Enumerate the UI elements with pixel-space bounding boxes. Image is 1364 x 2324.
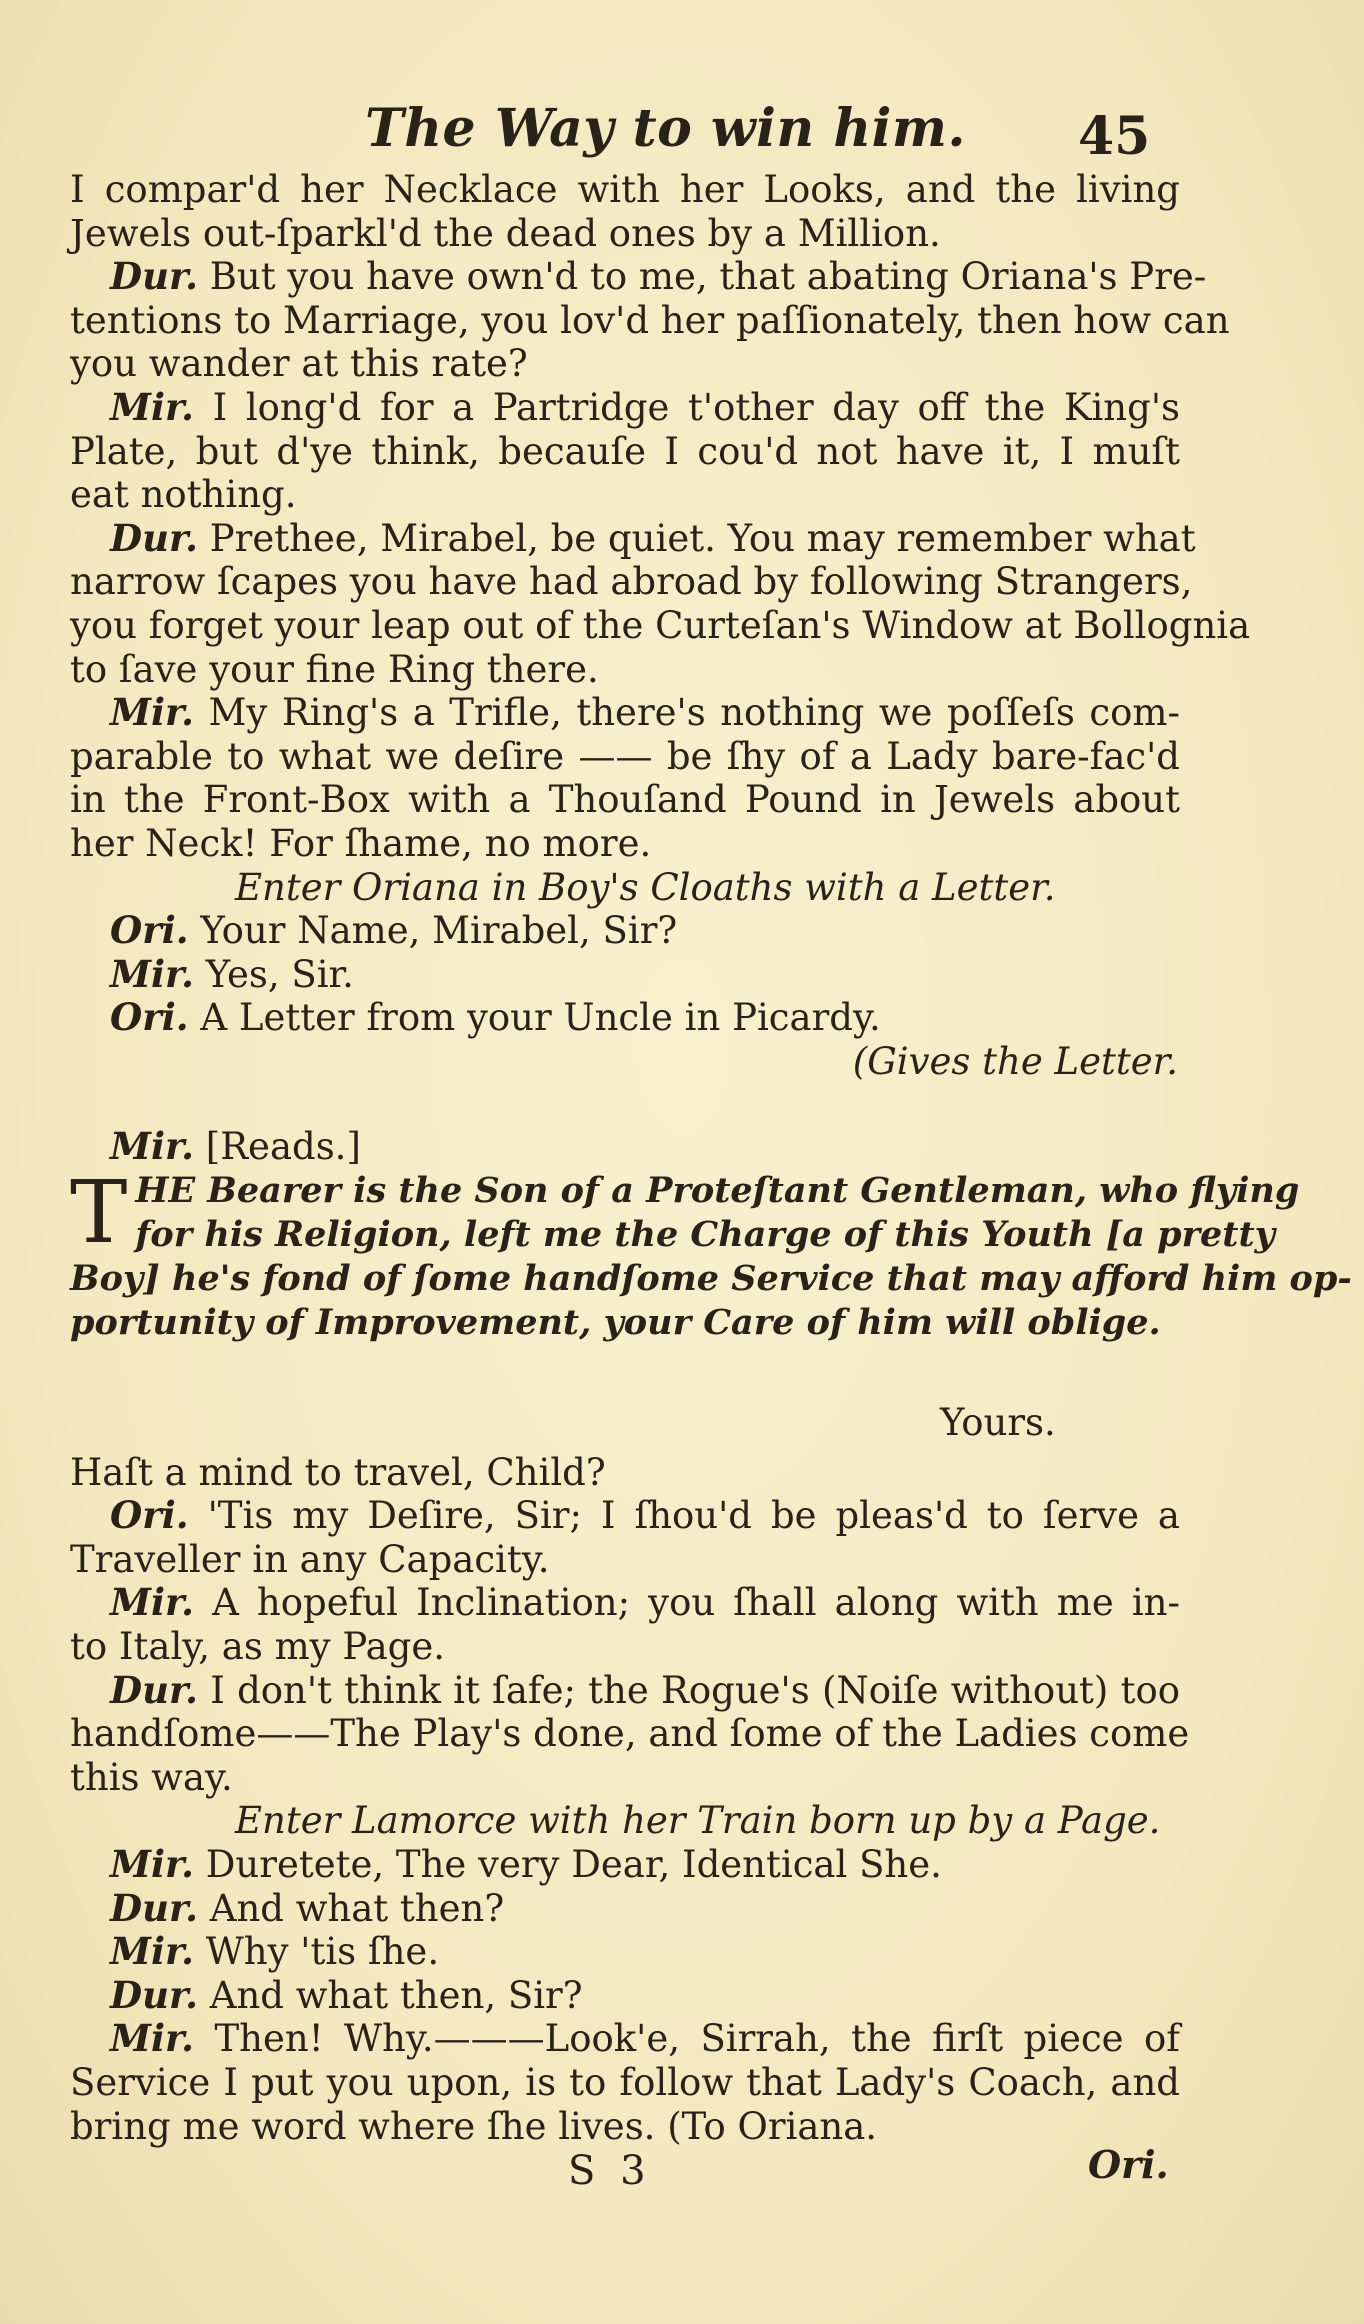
text-line [70,778,1180,822]
text-line [70,1581,1180,1625]
line-text: (Gives the Letter. [852,1039,1178,1083]
text-line [70,648,1180,692]
speaker-label: Mir. [110,1124,194,1169]
speaker-label: Dur. [110,1885,198,1930]
speaker-label: Ori. [110,995,189,1040]
text-line [70,1712,1190,1756]
speaker-label: Mir. [110,384,194,429]
text-line [70,1974,1180,2018]
line-text: But you have own'd to me, that abating Oriana's Pre- [197,255,1207,299]
text-line [70,168,1180,212]
text-line [70,2017,1180,2061]
text-line [70,386,1180,430]
line-text: Plate, but d'ye think, becauſe I cou'd not have it, I muſt [70,429,1180,473]
page-header [0,98,1364,168]
speaker-label: Mir. [110,1842,194,1886]
text-line [70,2061,1180,2105]
line-text: Yes, Sir. [194,952,354,996]
line-text: I long'd for a Partridge t'other day off the King's [194,385,1180,429]
page-footer [0,2142,1364,2198]
text-line [70,866,1180,910]
text-line [70,909,1180,953]
speaker-label: Dur. [110,515,198,560]
text-line [70,515,1196,561]
page-number: 45 [1078,106,1151,167]
line-text: Why 'tis ſhe. [194,1930,440,1974]
line-text: bring me word where ſhe lives. (To Oriana. [70,2104,878,2148]
line-text: I compar'd her Necklace with her Looks, and the living [70,168,1180,211]
speaker-label: Mir. [110,1580,194,1625]
text-line [70,298,1230,343]
line-text: in the Front-Box with a Thouſand Pound in Jewels about [70,778,1180,822]
line-text: parable to what we deſire —— be ſhy of a Lady bare-fac'd [70,734,1180,778]
line-text: A Letter from your Uncle in Picardy. [188,996,881,1040]
text-line [70,430,1180,474]
line-text: Your Name, Mirabel, Sir? [188,909,678,953]
line-text: Then! Why.———Look'e, Sirrah, the firſt piece of [194,2017,1180,2061]
text-line [70,342,1180,386]
speaker-label: Mir. [110,2016,194,2061]
line-text: Enter Lamorce with her Train born up by a Page. [235,1799,1161,1843]
line-text: 'Tis my Deſire, Sir; I ſhou'd be pleas'd to ſerve a [188,1494,1180,1538]
running-title: The Way to win him. [365,98,966,159]
page-body [70,168,1352,2148]
text-line [70,1625,1180,1669]
text-line [70,1538,1180,1582]
text-line [70,1930,1180,1974]
line-text: her Neck! For ſhame, no more. [70,821,652,865]
text-line [70,1451,1180,1495]
letter-line: portunity of Improvement, your Care of him will oblige. [70,1302,1161,1344]
line-text: Service I put you upon, is to follow that Lady's Coach, and [70,2060,1180,2104]
line-text: handſome——The Play's done, and ſome of the Ladies come [70,1712,1190,1756]
speaker-label: Mir. [110,690,194,735]
line-text: I don't think it ſafe; the Rogue's (Noiſe without) too [197,1668,1180,1712]
letter-line: HE Bearer is the Son of a Proteſtant Gentleman, who flying [135,1170,1300,1212]
text-line [70,691,1180,735]
line-text: to Italy, as my Page. [70,1625,445,1669]
speaker-label: Dur. [110,254,198,299]
line-text: to ſave your fine Ring there. [70,647,599,691]
line-text: Haſt a mind to travel, Child? [70,1450,606,1494]
text-line [70,822,1180,866]
text-line [70,1125,1180,1169]
text-line [70,1669,1180,1713]
text-line [70,1799,1180,1843]
drop-cap: T [70,1163,128,1264]
speaker-label: Ori. [110,1493,189,1538]
catchword: Ori. [1088,2142,1169,2187]
letter-line: Boy] he's fond of ſome handſome Service that may afford him op- [70,1258,1352,1300]
line-text: Jewels out-ſparkl'd the dead ones by a Million. [70,211,941,255]
text-line [70,953,1180,997]
speaker-label: Dur. [110,1972,198,2017]
line-text: And what then? [197,1886,505,1930]
line-text: narrow ſcapes you have had abroad by following Strangers, [70,560,1193,604]
text-line [70,1040,1180,1084]
dialogue-block-1 [70,168,1251,1169]
signature-mark: S 3 [568,2148,652,2194]
line-text: [Reads.] [194,1125,361,1169]
letter-line: for his Religion, left me the Charge of this Youth [a pretty [135,1214,1275,1256]
line-text: Duretete, The very Dear, Identical She. [194,1843,942,1886]
letter-block [70,1163,1352,1349]
text-line [70,1756,1180,1800]
line-text: And what then, Sir? [197,1973,583,2017]
text-line [70,603,1251,648]
speaker-label: Mir. [110,1929,194,1974]
line-text: you forget your leap out of the Curteſan's Window at Bollognia [70,603,1251,647]
text-line [70,735,1180,779]
line-text: Traveller in any Capacity. [70,1537,550,1581]
text-line [70,996,1180,1040]
text-line [70,2105,1180,2149]
line-text: tentions to Marriage, you lov'd her paſſionately, then how can [70,298,1230,342]
letter-signoff: Yours. [940,1401,1056,1445]
line-text: Prethee, Mirabel, be quiet. You may remember what [197,516,1196,560]
line-text: eat nothing. [70,473,297,517]
text-line [70,1494,1180,1538]
speaker-label: Mir. [110,951,194,996]
line-text: this way. [70,1755,233,1799]
dialogue-block-2 [70,1450,1190,2149]
speaker-label: Dur. [110,1667,198,1712]
text-line [70,560,1193,604]
line-text: you wander at this rate? [70,342,528,386]
line-text: Enter Oriana in Boy's Cloaths with a Letter. [235,865,1056,909]
text-line [70,1887,1180,1931]
line-text: A hopeful Inclination; you ſhall along with me in- [194,1581,1180,1625]
text-line [70,473,1180,517]
speaker-label: Ori. [110,908,189,953]
text-line [70,1843,1180,1887]
text-line [70,254,1207,299]
line-text: My Ring's a Trifle, there's nothing we poſſeſs com- [194,691,1180,735]
text-line [70,212,1180,256]
